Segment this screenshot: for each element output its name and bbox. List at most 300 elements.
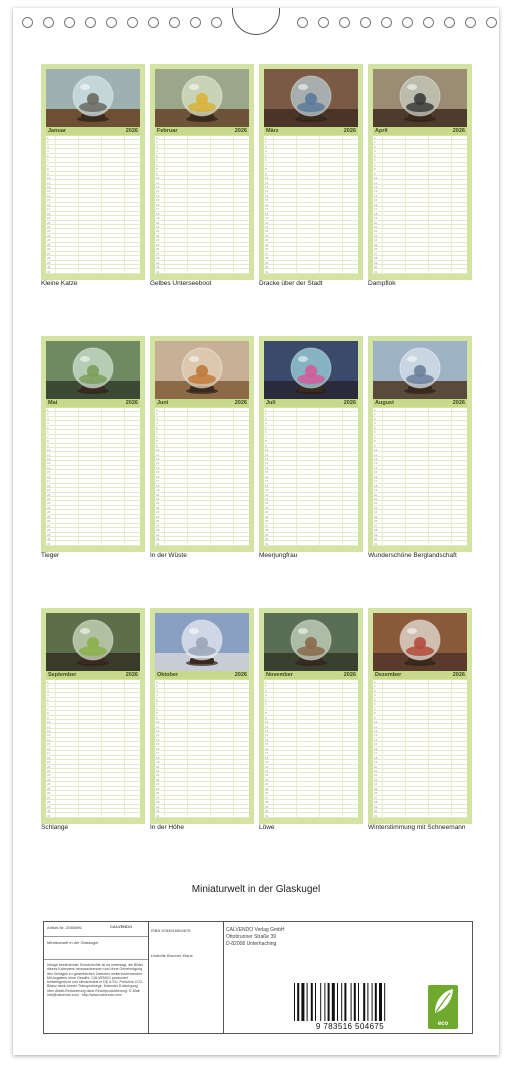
binding-ring <box>127 17 138 28</box>
month-name: Oktober <box>157 672 179 678</box>
day-number: 14 <box>374 193 378 198</box>
day-number: 22 <box>374 229 378 234</box>
day-number: 5 <box>156 425 158 430</box>
day-number: 16 <box>374 746 378 751</box>
day-grid <box>46 680 140 818</box>
month-year: 2026 <box>343 672 356 678</box>
day-number: 28 <box>156 528 160 533</box>
barcode-bar <box>341 983 342 1021</box>
month-header <box>373 127 467 135</box>
day-number: 10 <box>156 720 160 725</box>
day-number: 26 <box>156 791 160 796</box>
day-number: 9 <box>265 715 267 720</box>
day-number: 20 <box>47 764 51 769</box>
day-number: 29 <box>156 804 160 809</box>
day-number: 24 <box>374 238 378 243</box>
day-number: 13 <box>156 189 160 194</box>
day-number: 1 <box>374 408 376 412</box>
day-number: 1 <box>265 136 267 140</box>
day-number: 29 <box>156 260 160 265</box>
day-number: 21 <box>47 497 51 501</box>
day-number: 16 <box>156 746 160 751</box>
month-name: Mai <box>48 400 58 406</box>
day-number: 24 <box>156 238 160 243</box>
day-number: 4 <box>156 693 158 698</box>
day-number: 18 <box>47 483 51 488</box>
month-caption: Dracke über der Stadt <box>259 280 323 287</box>
day-number: 25 <box>374 242 378 247</box>
day-number: 20 <box>156 220 160 225</box>
month-name: April <box>375 128 388 134</box>
binding-ring <box>339 17 350 28</box>
binding-ring <box>444 17 455 28</box>
day-number: 15 <box>156 742 160 747</box>
binding-ring <box>402 17 413 28</box>
barcode-bar <box>301 983 304 1021</box>
day-number: 29 <box>47 260 51 265</box>
month-caption: Wunderschöne Berglandschaft <box>368 552 457 559</box>
day-number: 27 <box>265 251 269 256</box>
day-number: 14 <box>156 737 160 742</box>
day-number: 18 <box>156 755 160 760</box>
day-number: 10 <box>156 176 160 181</box>
day-row <box>46 814 140 818</box>
day-number: 16 <box>265 746 269 751</box>
day-number: 29 <box>374 804 378 809</box>
day-number: 18 <box>374 483 378 488</box>
month-name: Juli <box>266 400 276 406</box>
barcode-bar <box>375 983 377 1021</box>
day-number: 15 <box>374 470 378 475</box>
day-number: 31 <box>374 541 378 546</box>
day-number: 23 <box>47 505 51 510</box>
day-number: 7 <box>156 706 158 711</box>
day-number: 2 <box>47 140 49 145</box>
day-number: 19 <box>265 488 269 493</box>
day-number: 10 <box>374 176 378 181</box>
day-number: 12 <box>374 456 378 461</box>
month-year: 2026 <box>343 128 356 134</box>
day-number: 14 <box>47 737 51 742</box>
day-number: 26 <box>374 791 378 796</box>
day-number: 11 <box>374 452 378 457</box>
month-photo <box>46 613 140 671</box>
divider <box>44 936 148 937</box>
day-number: 30 <box>374 265 378 270</box>
barcode-bar <box>297 983 299 1021</box>
day-number: 31 <box>265 813 269 818</box>
day-number: 15 <box>156 470 160 475</box>
day-number: 3 <box>47 416 49 421</box>
day-number: 5 <box>265 425 267 430</box>
day-number: 6 <box>374 702 376 707</box>
day-number: 31 <box>374 813 378 818</box>
day-number: 18 <box>374 211 378 216</box>
day-number: 31 <box>156 541 160 546</box>
day-number: 31 <box>265 269 269 274</box>
day-number: 22 <box>156 501 160 506</box>
barcode-bar <box>363 983 365 1021</box>
day-number: 17 <box>156 751 160 756</box>
day-number: 27 <box>156 795 160 800</box>
day-number: 27 <box>156 523 160 528</box>
day-number: 1 <box>265 680 267 684</box>
day-number: 25 <box>156 242 160 247</box>
month-header <box>155 671 249 679</box>
day-number: 25 <box>47 514 51 519</box>
day-number: 28 <box>374 800 378 805</box>
day-number: 21 <box>374 769 378 773</box>
day-number: 21 <box>265 769 269 773</box>
day-number: 13 <box>265 733 269 738</box>
day-grid <box>155 408 249 546</box>
barcode-bar <box>337 983 338 1021</box>
day-number: 4 <box>47 149 49 154</box>
month-year: 2026 <box>452 400 465 406</box>
day-number: 12 <box>265 184 269 189</box>
day-number: 7 <box>374 434 376 439</box>
day-number: 29 <box>47 532 51 537</box>
day-number: 12 <box>47 184 51 189</box>
month-photo <box>46 341 140 399</box>
barcode-bar <box>311 983 313 1021</box>
month-name: Dezember <box>375 672 402 678</box>
day-number: 1 <box>156 680 158 684</box>
day-number: 26 <box>374 519 378 524</box>
day-number: 23 <box>374 777 378 782</box>
day-number: 24 <box>47 510 51 515</box>
day-number: 17 <box>265 751 269 756</box>
barcode-bar <box>372 983 373 1021</box>
day-number: 14 <box>374 737 378 742</box>
day-number: 7 <box>156 162 158 167</box>
month-year: 2026 <box>125 672 138 678</box>
month-header <box>264 671 358 679</box>
month-name: März <box>266 128 279 134</box>
day-number: 11 <box>47 180 51 185</box>
day-number: 17 <box>156 207 160 212</box>
isbn-label: ISBN 9783516504675 <box>151 928 191 933</box>
day-number: 14 <box>156 465 160 470</box>
month-panel <box>368 64 472 280</box>
day-number: 3 <box>47 144 49 149</box>
month-photo <box>264 613 358 671</box>
day-grid <box>373 680 467 818</box>
day-number: 28 <box>265 256 269 261</box>
day-number: 19 <box>265 216 269 221</box>
day-number: 2 <box>47 684 49 689</box>
day-number: 10 <box>156 448 160 453</box>
day-number: 2 <box>265 412 267 417</box>
day-number: 26 <box>47 247 51 252</box>
day-number: 25 <box>47 786 51 791</box>
day-number: 28 <box>156 256 160 261</box>
day-number: 27 <box>374 251 378 256</box>
barcode-bar <box>379 983 382 1021</box>
day-number: 2 <box>156 412 158 417</box>
day-number: 31 <box>47 269 51 274</box>
info-col-article <box>44 922 149 1033</box>
day-number: 13 <box>265 461 269 466</box>
day-number: 15 <box>265 470 269 475</box>
day-number: 3 <box>374 144 376 149</box>
day-number: 5 <box>156 697 158 702</box>
day-number: 5 <box>265 697 267 702</box>
day-number: 23 <box>47 233 51 238</box>
day-number: 15 <box>47 742 51 747</box>
day-number: 19 <box>47 760 51 765</box>
day-number: 11 <box>156 724 160 729</box>
day-number: 31 <box>265 541 269 546</box>
day-number: 30 <box>265 537 269 542</box>
day-number: 14 <box>265 193 269 198</box>
day-number: 24 <box>156 782 160 787</box>
day-number: 13 <box>156 733 160 738</box>
day-number: 11 <box>374 180 378 185</box>
month-year: 2026 <box>234 672 247 678</box>
day-number: 1 <box>156 408 158 412</box>
month-name: November <box>266 672 293 678</box>
day-number: 18 <box>47 211 51 216</box>
day-number: 5 <box>47 425 49 430</box>
day-number: 23 <box>156 777 160 782</box>
day-number: 27 <box>265 795 269 800</box>
day-number: 14 <box>265 465 269 470</box>
day-number: 5 <box>374 425 376 430</box>
day-row <box>155 270 249 274</box>
day-number: 9 <box>374 171 376 176</box>
day-row <box>155 542 249 546</box>
month-photo <box>155 69 249 127</box>
day-row <box>264 270 358 274</box>
binding-ring <box>106 17 117 28</box>
day-number: 8 <box>374 439 376 444</box>
day-number: 12 <box>47 728 51 733</box>
day-number: 7 <box>265 162 267 167</box>
day-number: 9 <box>265 171 267 176</box>
day-number: 7 <box>265 706 267 711</box>
day-number: 4 <box>156 421 158 426</box>
barcode-bar <box>332 983 335 1021</box>
day-number: 12 <box>156 456 160 461</box>
day-number: 8 <box>265 711 267 716</box>
day-number: 22 <box>265 229 269 234</box>
day-number: 15 <box>265 742 269 747</box>
month-caption: In der Höhe <box>150 824 184 831</box>
day-number: 19 <box>156 760 160 765</box>
day-number: 11 <box>156 180 160 185</box>
day-number: 17 <box>265 207 269 212</box>
binding-ring <box>148 17 159 28</box>
day-number: 26 <box>156 247 160 252</box>
day-number: 25 <box>156 786 160 791</box>
day-number: 27 <box>265 523 269 528</box>
day-number: 1 <box>374 136 376 140</box>
day-number: 4 <box>265 693 267 698</box>
day-number: 17 <box>265 479 269 484</box>
day-number: 19 <box>374 488 378 493</box>
day-number: 24 <box>374 782 378 787</box>
day-number: 8 <box>47 439 49 444</box>
day-number: 23 <box>374 505 378 510</box>
day-number: 20 <box>374 492 378 497</box>
day-number: 21 <box>265 497 269 501</box>
day-number: 29 <box>265 804 269 809</box>
barcode-bar <box>358 983 359 1021</box>
day-grid <box>373 136 467 274</box>
day-number: 23 <box>374 233 378 238</box>
day-number: 22 <box>374 773 378 778</box>
day-number: 19 <box>156 488 160 493</box>
day-number: 9 <box>156 715 158 720</box>
month-year: 2026 <box>452 672 465 678</box>
day-number: 3 <box>156 688 158 693</box>
day-number: 11 <box>265 180 269 185</box>
day-number: 28 <box>47 800 51 805</box>
day-number: 8 <box>156 439 158 444</box>
month-year: 2026 <box>234 400 247 406</box>
day-number: 28 <box>47 256 51 261</box>
month-header <box>264 399 358 407</box>
day-number: 18 <box>156 483 160 488</box>
day-number: 5 <box>374 153 376 158</box>
day-number: 6 <box>156 702 158 707</box>
day-number: 13 <box>47 461 51 466</box>
day-number: 26 <box>374 247 378 252</box>
day-number: 2 <box>156 140 158 145</box>
day-number: 12 <box>374 184 378 189</box>
day-number: 6 <box>47 430 49 435</box>
day-number: 4 <box>156 149 158 154</box>
day-number: 1 <box>47 680 49 684</box>
author-name: Liselotte Brunner-Klaus <box>151 953 193 958</box>
month-year: 2026 <box>343 400 356 406</box>
day-number: 21 <box>374 497 378 501</box>
eco-badge <box>428 985 458 1029</box>
day-number: 20 <box>265 492 269 497</box>
month-name: August <box>375 400 394 406</box>
day-number: 16 <box>47 474 51 479</box>
day-number: 16 <box>156 202 160 207</box>
day-number: 10 <box>47 448 51 453</box>
day-number: 31 <box>156 269 160 274</box>
day-number: 10 <box>265 176 269 181</box>
day-number: 22 <box>156 773 160 778</box>
day-number: 25 <box>265 514 269 519</box>
day-number: 24 <box>265 510 269 515</box>
day-number: 3 <box>265 144 267 149</box>
month-panel <box>150 336 254 552</box>
day-grid <box>264 680 358 818</box>
day-number: 7 <box>47 434 49 439</box>
address-line-1: CALVENDO Verlag GmbH <box>226 927 285 933</box>
day-number: 11 <box>47 452 51 457</box>
day-number: 25 <box>265 786 269 791</box>
day-number: 13 <box>47 189 51 194</box>
day-number: 16 <box>265 474 269 479</box>
day-number: 4 <box>374 149 376 154</box>
day-number: 11 <box>265 452 269 457</box>
day-number: 21 <box>265 225 269 229</box>
day-number: 3 <box>156 144 158 149</box>
day-number: 11 <box>47 724 51 729</box>
month-caption: Schlange <box>41 824 69 831</box>
day-number: 31 <box>47 541 51 546</box>
day-grid <box>373 408 467 546</box>
barcode-digits: 9 783516 504675 <box>315 1022 385 1031</box>
day-number: 8 <box>374 711 376 716</box>
day-number: 5 <box>265 153 267 158</box>
barcode-bar <box>367 983 368 1021</box>
day-number: 28 <box>156 800 160 805</box>
day-number: 4 <box>47 693 49 698</box>
day-number: 27 <box>156 251 160 256</box>
day-number: 29 <box>265 532 269 537</box>
month-caption: Winterstimmung mit Schneemann <box>368 824 466 831</box>
day-number: 30 <box>265 265 269 270</box>
day-number: 27 <box>47 251 51 256</box>
day-number: 2 <box>374 684 376 689</box>
day-number: 13 <box>265 189 269 194</box>
day-number: 21 <box>374 225 378 229</box>
day-number: 15 <box>374 198 378 203</box>
day-number: 6 <box>156 158 158 163</box>
month-photo <box>373 613 467 671</box>
month-header <box>155 399 249 407</box>
leaf-icon <box>428 985 458 1017</box>
day-number: 10 <box>265 448 269 453</box>
day-number: 12 <box>265 456 269 461</box>
day-number: 9 <box>156 171 158 176</box>
day-number: 27 <box>374 523 378 528</box>
day-number: 13 <box>374 733 378 738</box>
barcode <box>290 983 406 1023</box>
day-row <box>46 270 140 274</box>
day-number: 26 <box>47 791 51 796</box>
binding-ring <box>85 17 96 28</box>
month-name: Januar <box>48 128 67 134</box>
day-number: 24 <box>156 510 160 515</box>
day-number: 17 <box>47 479 51 484</box>
month-header <box>46 399 140 407</box>
day-number: 20 <box>47 220 51 225</box>
day-number: 22 <box>156 229 160 234</box>
day-number: 15 <box>265 198 269 203</box>
barcode-bar <box>328 983 330 1021</box>
day-grid <box>46 408 140 546</box>
day-number: 10 <box>374 720 378 725</box>
day-number: 28 <box>47 528 51 533</box>
day-number: 4 <box>47 421 49 426</box>
month-panel <box>368 336 472 552</box>
day-number: 8 <box>156 167 158 172</box>
day-number: 19 <box>156 216 160 221</box>
month-caption: Meerjungfrau <box>259 552 298 559</box>
day-number: 9 <box>47 171 49 176</box>
day-number: 7 <box>374 162 376 167</box>
day-number: 6 <box>47 158 49 163</box>
day-number: 30 <box>374 809 378 814</box>
day-number: 1 <box>374 680 376 684</box>
day-number: 9 <box>265 443 267 448</box>
day-number: 27 <box>47 523 51 528</box>
day-number: 30 <box>47 537 51 542</box>
day-number: 2 <box>374 140 376 145</box>
day-number: 16 <box>374 202 378 207</box>
day-number: 28 <box>374 528 378 533</box>
day-number: 6 <box>374 430 376 435</box>
day-number: 7 <box>47 706 49 711</box>
